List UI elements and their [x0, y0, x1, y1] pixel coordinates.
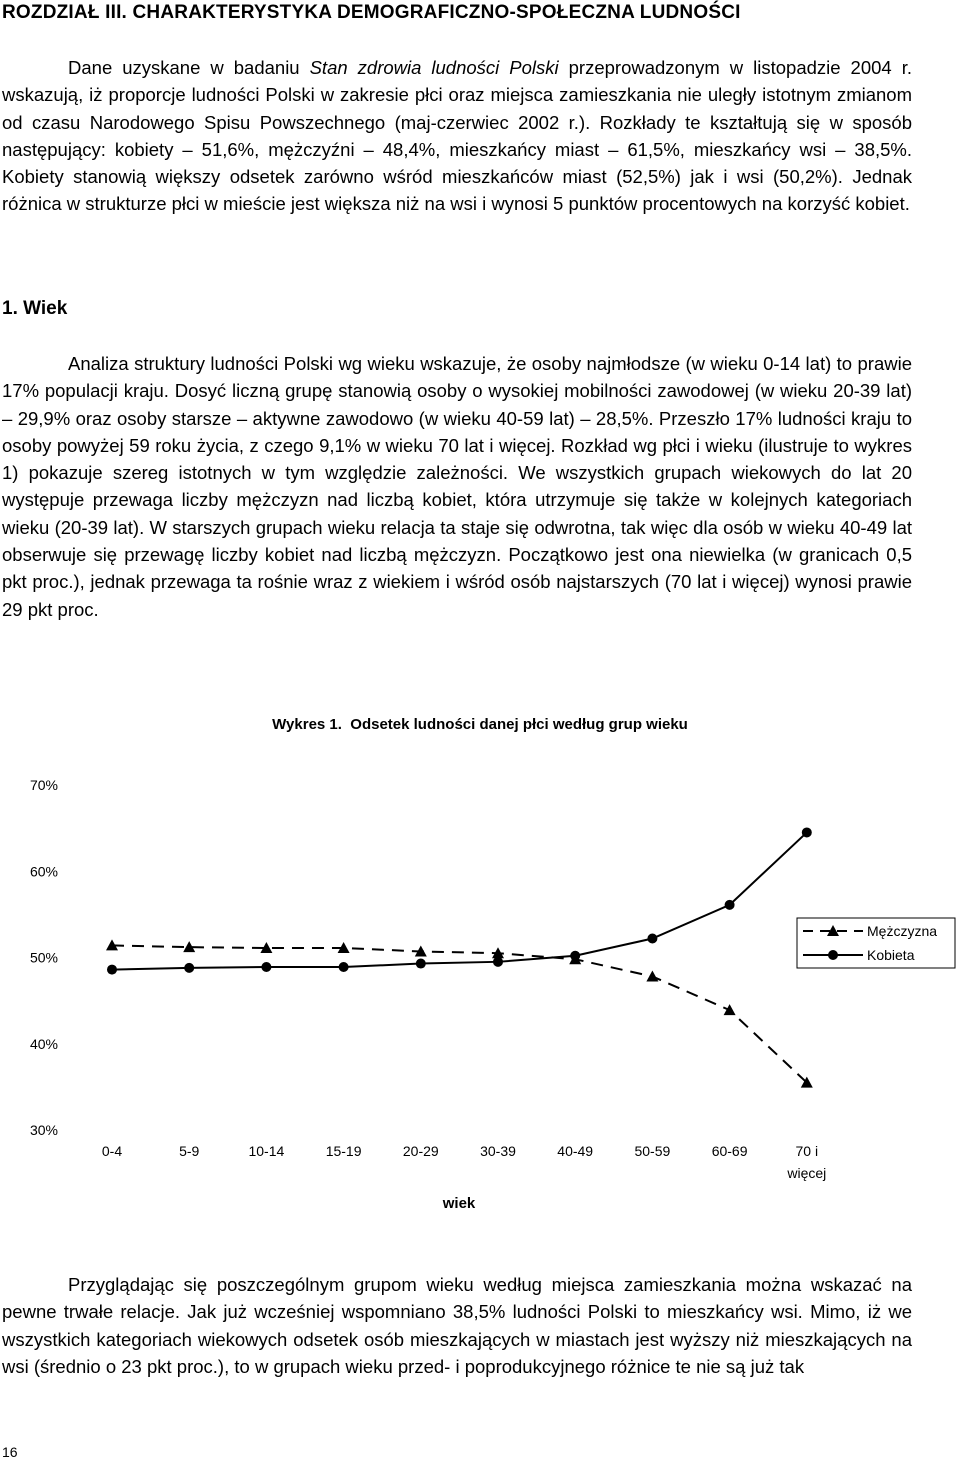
legend-marker-circle: [828, 950, 838, 960]
x-axis-label: wiek: [442, 1195, 476, 1212]
data-point-women: [802, 827, 812, 837]
data-point-women: [725, 900, 735, 910]
data-point-women: [261, 962, 271, 972]
x-tick-label: 20-29: [402, 1143, 439, 1159]
x-tick-label: 60-69: [711, 1143, 748, 1159]
x-tick-label-line2: więcej: [787, 1165, 827, 1181]
section-title-wiek: 1. Wiek: [2, 298, 68, 319]
x-tick-label: 70 i: [795, 1143, 819, 1159]
series-line-men: [112, 945, 807, 1082]
x-tick-label: 50-59: [634, 1143, 671, 1159]
legend-label: Kobieta: [867, 947, 915, 963]
residence-paragraph-text: Przyglądając się poszczególnym grupom wieku według miejsca zamieszkania można wskazać na pewne trwałe relacje. Jak już wcześniej wspomniano 38,5% ludności Polski to mieszkańcy wsi. Mimo, iż we wszystkich kategoriach wiekowych odsetek osób mieszkających w miastach jest wyższy niż mieszkających na wsi (średnio o 23 pkt proc.), to w grupach wieku przed- i poprodukcyjnego różnice te nie są już tak: [2, 1274, 912, 1377]
data-point-women: [570, 951, 580, 961]
y-tick-label: 70%: [29, 777, 58, 793]
intro-text-a: Dane uzyskane w badaniu: [68, 57, 310, 78]
age-paragraph-text: Analiza struktury ludności Polski wg wieku wskazuje, że osoby najmłodsze (w wieku 0-14 lat) to prawie 17% populacji kraju. Dosyć liczną grupę stanowią osoby o wysokiej mobilności zawodowej (w wieku 20-39 lat) – 29,9% oraz osoby starsze – aktywne zawodowo (w wieku 40-59 lat) – 28,5%. Przeszło 17% ludności kraju to osoby powyżej 59 roku życia, z czego 9,1% w wieku 70 lat i więcej. Rozkład wg płci i wieku (ilustruje to wykres 1) pokazuje szereg istotnych w tym względzie zależności. We wszystkich grupach wiekowych do lat 20 występuje przewaga liczby mężczyzn nad liczbą kobiet, która utrzymuje się także w kolejnych kategoriach wieku (20-39 lat). W starszych grupach wieku relacja ta staje się odwrotna, tak więc dla osób w wieku 40-49 lat obserwuje się przewagę liczby kobiet nad liczbą mężczyzn. Początkowo jest ona niewielka (w granicach 0,5 pkt proc.), jednak przewaga ta rośnie wraz z wiekiem i wśród osób najstarszych (70 lat i więcej) wynosi prawie 29 pkt proc.: [2, 353, 912, 620]
x-tick-label: 40-49: [557, 1143, 594, 1159]
x-tick-label: 5-9: [179, 1143, 200, 1159]
chart-title-label: Wykres 1.: [272, 716, 342, 733]
chart-title: [0, 716, 960, 733]
chapter-heading: ROZDZIAŁ III. CHARAKTERYSTYKA DEMOGRAFICZNO-SPOŁECZNA LUDNOŚCI: [2, 2, 741, 23]
data-point-women: [416, 959, 426, 969]
data-point-women: [339, 962, 349, 972]
x-tick-label: 30-39: [480, 1143, 516, 1159]
x-tick-label: 0-4: [101, 1143, 123, 1159]
data-point-men: [646, 970, 658, 981]
y-tick-label: 30%: [29, 1122, 58, 1138]
data-point-women: [107, 965, 117, 975]
data-point-women: [493, 957, 503, 967]
page-number: 16: [2, 1444, 18, 1460]
x-tick-label: 10-14: [248, 1143, 285, 1159]
residence-paragraph: [2, 1271, 912, 1380]
data-point-women: [647, 934, 657, 944]
intro-text-b: przeprowadzonym w listopadzie 2004 r. wskazują, iż proporcje ludności Polski w zakresie płci oraz miejsca zamieszkania nie uległy istotnym zmianom od czasu Narodowego Spisu Powszechnego (maj-czerwiec 2002 r.). Rozkłady te kształtują się w sposób następujący: kobiety – 51,6%, mężczyźni – 48,4%, mieszkańcy miast – 61,5%, mieszkańcy wsi – 38,5%. Kobiety stanowią większy odsetek zarówno wśród mieszkańców miast (52,5%) jak i wsi (50,2%). Jednak różnica w strukturze płci w mieście jest większa niż na wsi i wynosi 5 punktów procentowych na korzyść kobiet.: [2, 57, 912, 215]
legend-label: Mężczyzna: [867, 923, 938, 939]
intro-text-italic: Stan zdrowia ludności Polski: [309, 57, 559, 78]
y-tick-label: 50%: [29, 949, 58, 966]
intro-paragraph: [2, 54, 912, 218]
series-line-women: [112, 832, 807, 969]
data-point-men: [724, 1004, 736, 1015]
x-tick-label: 15-19: [325, 1143, 362, 1159]
line-chart: [0, 760, 960, 1230]
age-paragraph: [2, 350, 912, 623]
chart-title-text: Odsetek ludności danej płci według grup wieku: [350, 716, 688, 733]
y-tick-label: 40%: [29, 1035, 58, 1052]
data-point-women: [184, 963, 194, 973]
y-tick-label: 60%: [29, 863, 58, 880]
